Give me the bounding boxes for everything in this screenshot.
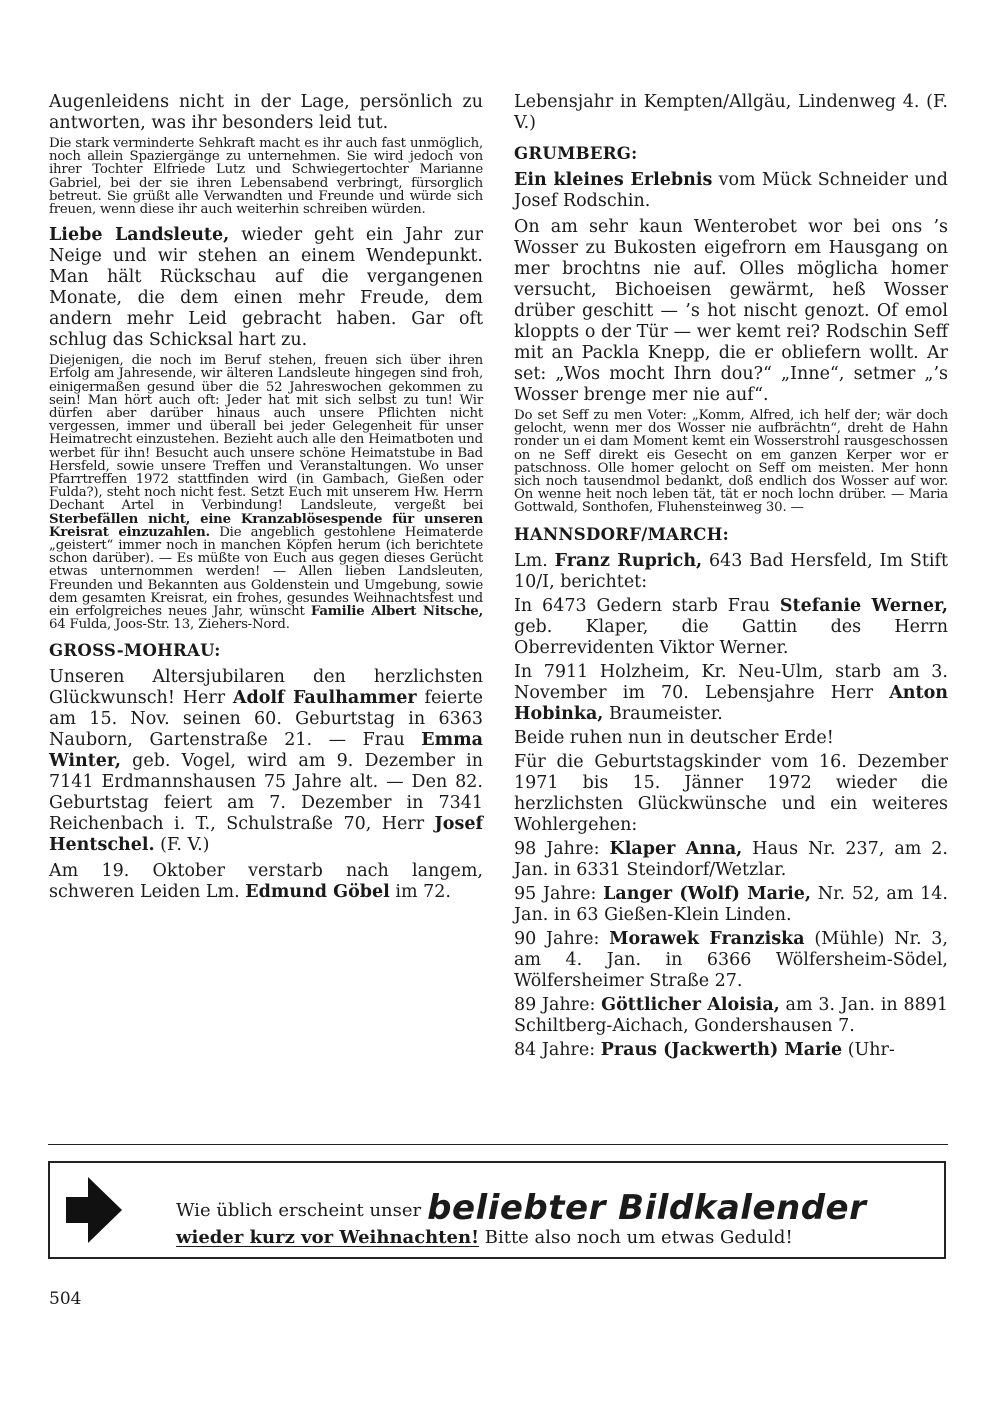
text: 643 Bad Hersfeld, Im Stift 10/I, berichtet: (514, 550, 948, 592)
birthday-entry (514, 929, 948, 992)
ad-text: Bitte also noch um etwas Geduld! (479, 1227, 793, 1248)
text: vom Mück Schneider und Josef Rodschin. (514, 170, 948, 211)
text: In 6473 Gedern starb Frau (514, 595, 780, 616)
birthday-entry (514, 884, 948, 926)
section-heading-hannsdorf: HANNSDORF/MARCH: (514, 524, 729, 544)
bold-name: Anton Hobinka, (514, 682, 948, 724)
bold-name: Göttlicher Aloisia, (601, 994, 780, 1015)
paragraph-small: Die stark verminderte Sehkraft macht es ihr auch fast unmöglich, noch allein Spaziergänge zu unternehmen. Sie wird jedoch von ihrer Tochter Elfriede Lutz und Schwiegertochter Marianne Gabriel, bei der sie ihren Lebensabend verbringt, fürsorglich betreut. Sie grüßt alle Verwandten und Freunde und würde sich freuen, wenn diese ihr auch weiterhin schreiben würden. (49, 136, 483, 218)
text: geb. Klaper, die Gattin des Herrn Oberrevidenten Viktor Werner. (514, 616, 948, 658)
text: am 3. Jan. in 8891 Schiltberg-Aichach, Gondershausen 7. (514, 994, 948, 1036)
bold-name: Praus (Jackwerth) Marie (600, 1039, 843, 1060)
text: Nr. 52, am 14. Jan. in 63 Gießen-Klein Linden. (514, 883, 948, 925)
section-heading-grumberg: GRUMBERG: (514, 144, 638, 163)
bold-name: Familie Albert Nitsche, (310, 604, 483, 620)
bold-name: Langer (Wolf) Marie, (603, 883, 812, 904)
text: Haus Nr. 237, am 2. Jan. in 6331 Steindorf/Wetzlar. (514, 838, 948, 880)
bold-name: Morawek Franziska (609, 928, 805, 949)
advertisement-box (48, 1161, 946, 1259)
text: 90 Jahre: (514, 928, 610, 949)
text: feierte am 15. Nov. seinen 60. Geburtstag in 6363 Nauborn, Gartenstraße 21. — Frau (49, 688, 484, 751)
text: Am 19. Oktober verstarb nach langem, schweren Leiden Lm. (49, 861, 483, 903)
birthday-entry (514, 839, 948, 881)
text: 89 Jahre: (514, 994, 602, 1015)
birthday-entry (514, 995, 948, 1037)
text: 95 Jahre: (514, 883, 604, 904)
section-heading-gross-mohrau: GROSS-MOHRAU: (49, 641, 221, 661)
bold-name: Franz Ruprich, (554, 550, 703, 571)
birthday-entry (514, 1040, 948, 1061)
paragraph (514, 551, 948, 593)
column-bottom-rule (48, 1144, 948, 1145)
right-column (514, 92, 948, 1064)
text: geb. Vogel, wird am 9. Dezember in 7141 Erdmannshausen 75 Jahre alt. — Den 82. Geburtstag feiert am 7. Dezember in 7341 Reichenbach i. T., Schulstraße 70, Herr (49, 751, 483, 835)
paragraph (49, 861, 483, 903)
text: (F. V.) (154, 835, 210, 856)
bold-name: Emma Winter, (49, 730, 483, 772)
paragraph-small: Do set Seff zu men Voter: „Komm, Alfred, ich helf der; wär doch gelocht, wenn mer dos Wosser nie aufbrächtn“, dreht de Hahn ronder un ei dam Moment kemt ein Wosserstrohl rausgeschossen on ne Seff direkt eis Gesecht on em ganzen Kerper wor er patschnoss. Olle homer gelocht on Seff om meisten. Mer honn sich noch tausendmol bedankt, doß endlich dos Wosser auf wor. On wenne heit noch leben tät, tät er noch lochn drüber. — Maria Gottwald, Sonthofen, Fluhensteinweg 30. — (514, 408, 948, 516)
paragraph-small (49, 354, 483, 631)
paragraph (49, 667, 483, 856)
paragraph: Augenleidens nicht in der Lage, persönlich zu antworten, was ihr besonders leid tut. (49, 92, 483, 133)
paragraph (514, 662, 948, 725)
ad-line-1 (176, 1185, 867, 1228)
bold-name: Edmund Göbel (245, 882, 390, 903)
bold-text: Sterbefällen nicht, eine Kranzablösespende für unseren Kreisrat einzuzahlen. (49, 511, 483, 540)
paragraph: Beide ruhen nun in deutscher Erde! (514, 727, 834, 748)
text: im 72. (389, 882, 451, 903)
paragraph (49, 225, 483, 351)
text: Diejenigen, die noch im Beruf stehen, freuen sich über ihren Erfolg am Jahresende, wir älteren Landsleute hingegen sind froh, einigermaßen gesund über die 52 Jahreswochen gekommen zu sein! Man hört auch oft: Jeder hat mit sich selbst zu tun! Wir dürfen aber darüber hinaus auch unsere Pflichten nicht vergessen, immer und überall bei jeder Gelegenheit für unser Heimatrecht einzustehen. Bezieht auch alle den Heimatboten und werbet für ihn! Besucht auch unsere schöne Heimatstube in Bad Hersfeld, sowie unsere Treffen und Veranstaltungen. Wo unser Pfarrtreffen 1972 stattfinden wird (in Gambach, Gießen oder Fulda?), steht noch nicht fest. Setzt Euch mit unserem Hw. Herrn Dechant Artel in Verbindung! Landsleute, vergeßt bei (49, 353, 483, 514)
text: (Mühle) Nr. 3, am 4. Jan. in 6366 Wölfersheim-Södel, Wölfersheimer Straße 27. (514, 928, 948, 991)
paragraph: Lebensjahr in Kempten/Allgäu, Lindenweg 4. (F. V.) (514, 92, 948, 133)
page-number: 504 (49, 1289, 82, 1309)
text: 84 Jahre: (514, 1039, 601, 1060)
ad-brand-name: beliebter Bildkalender (427, 1188, 867, 1228)
text: Lm. (514, 550, 555, 571)
paragraph (514, 596, 948, 659)
paragraph: Für die Geburtstagskinder vom 16. Dezember 1971 bis 15. Jänner 1972 wieder die herzlichsten Glückwünsche und ein weiteres Wohlergehen: (514, 751, 948, 835)
bold-name: Josef Hentschel. (49, 814, 483, 856)
ad-text: Wie üblich erscheint unser (176, 1200, 422, 1221)
bold-lead: Liebe Landsleute, (49, 225, 230, 246)
text: Braumeister. (603, 703, 723, 724)
paragraph (514, 170, 948, 212)
bold-name: Klaper Anna, (609, 838, 743, 859)
paragraph: On am sehr kaun Wenterobet wor bei ons ’s Wosser zu Bukosten eigefrorn em Hausgang on mer brochtns nie auf. Olles möglicha homer versucht, Bichoeisen gewärmt, heß Wosser drüber geschitt — ’s hot nischt genozt. Of emol kloppts o der Tür — wer kemt rei? Rodschin Seff mit an Packla Knepp, die er obliefern wollt. Ar set: „Wos mocht Ihrn dou?“ „Inne“, setmer „’s Wosser brenge mer nie auf“. (514, 217, 948, 405)
text: Unseren Altersjubilaren den herzlichsten Glückwunsch! Herr (49, 667, 483, 709)
bold-lead: Ein kleines Erlebnis (514, 170, 713, 190)
ad-line-2 (176, 1227, 793, 1248)
arrow-right-icon (66, 1177, 122, 1247)
text: In 7911 Holzheim, Kr. Neu-Ulm, starb am 3. November im 70. Lebensjahre Herr (514, 661, 948, 703)
bold-name: Adolf Faulhammer (232, 688, 417, 709)
text: 64 Fulda, Joos-Str. 13, Ziehers-Nord. (49, 617, 290, 633)
text: 98 Jahre: (514, 838, 610, 859)
bold-name: Stefanie Werner, (779, 595, 948, 616)
text: Die angeblich gestohlene Heimaterde „geistert“ immer noch in manchen Köpfen herum (ich berichtete schon darüber). — Es müßte von Euch aus gegen dieses Gerücht etwas unternommen werden! — Allen lieben Landsleuten, Freunden und Bekannten aus Goldenstein und Umgebung, sowie dem gesamten Kreisrat, ein frohes, gesundes Weihnachtsfest und ein erfolgreiches neues Jahr, wünscht (49, 524, 483, 620)
ad-underlined-text: wieder kurz vor Weihnachten! (176, 1227, 479, 1248)
text: wieder geht ein Jahr zur Neige und wir stehen an einem Wendepunkt. Man hält Rückschau auf die vergangenen Monate, die dem einen mehr Freude, dem andern mehr Leid gebracht haben. Gar oft schlug das Schicksal hart zu. (49, 225, 483, 351)
left-column (49, 92, 483, 908)
text: (Uhr- (842, 1039, 895, 1060)
